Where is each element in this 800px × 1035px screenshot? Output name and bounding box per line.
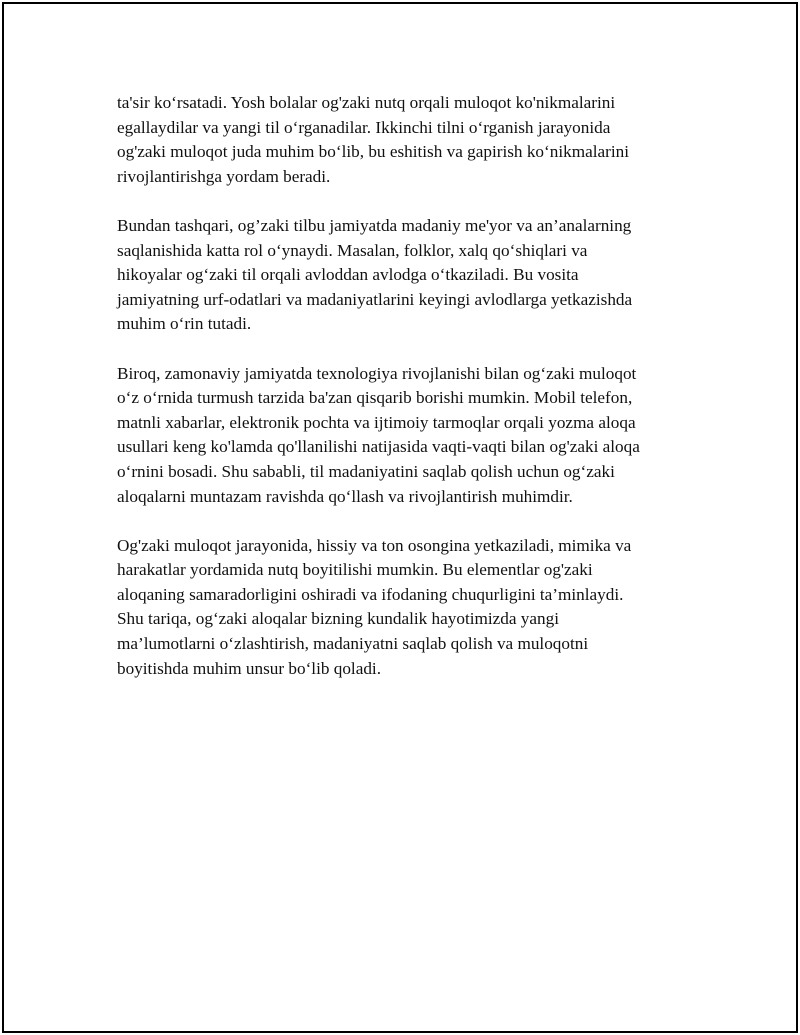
text-line: egallaydilar va yangi til o‘rganadilar. Ikkinchi tilni o‘rganish jarayonida [117, 117, 611, 137]
text-line: saqlanishida katta rol o‘ynaydi. Masalan, folklor, xalq qo‘shiqlari va [117, 240, 588, 260]
paragraph-3 [117, 362, 697, 510]
paragraph-4 [117, 534, 697, 682]
text-line: o‘z o‘rnida turmush tarzida ba'zan qisqarib borishi mumkin. Mobil telefon, [117, 388, 633, 408]
text-line: Og'zaki muloqot jarayonida, hissiy va ton osongina yetkaziladi, mimika va [117, 535, 632, 555]
text-line: boyitishda muhim unsur bo‘lib qoladi. [117, 658, 382, 678]
text-line: ma’lumotlarni o‘zlashtirish, madaniyatni saqlab qolish va muloqotni [117, 634, 589, 654]
paragraph-1 [117, 91, 697, 189]
text-line: ta'sir ko‘rsatadi. Yosh bolalar og'zaki nutq orqali muloqot ko'nikmalarini [117, 93, 616, 112]
text-line: rivojlantirishga yordam beradi. [117, 166, 331, 186]
paragraph-2 [117, 214, 697, 337]
text-line: usullari keng ko'lamda qo'llanilishi natijasida vaqti-vaqti bilan og'zaki aloqa [117, 437, 640, 457]
text-line: matnli xabarlar, elektronik pochta va ijtimoiy tarmoqlar orqali yozma aloqa [117, 412, 636, 432]
text-line: aloqaning samaradorligini oshiradi va ifodaning chuqurligini ta’minlaydi. [117, 584, 624, 604]
text-line: jamiyatning urf-odatlari va madaniyatlarini keyingi avlodlarga yetkazishda [117, 289, 633, 309]
text-line: muhim o‘rin tutadi. [117, 314, 252, 334]
text-line: Bundan tashqari, og’zaki tilbu jamiyatda madaniy me'yor va an’analarning [117, 215, 632, 235]
text-line: harakatlar yordamida nutq boyitilishi mumkin. Bu elementlar og'zaki [117, 560, 593, 580]
document-body [117, 91, 697, 706]
text-line: o‘rnini bosadi. Shu sababli, til madaniyatini saqlab qolish uchun og‘zaki [117, 461, 615, 481]
text-line: aloqalarni muntazam ravishda qo‘llash va rivojlantirish muhimdir. [117, 486, 573, 506]
text-line: Shu tariqa, og‘zaki aloqalar bizning kundalik hayotimizda yangi [117, 609, 559, 629]
text-line: hikoyalar og‘zaki til orqali avloddan avlodga o‘tkaziladi. Bu vosita [117, 265, 579, 285]
text-line: Biroq, zamonaviy jamiyatda texnologiya rivojlanishi bilan og‘zaki muloqot [117, 363, 637, 383]
text-line: og'zaki muloqot juda muhim bo‘lib, bu eshitish va gapirish ko‘nikmalarini [117, 142, 629, 162]
